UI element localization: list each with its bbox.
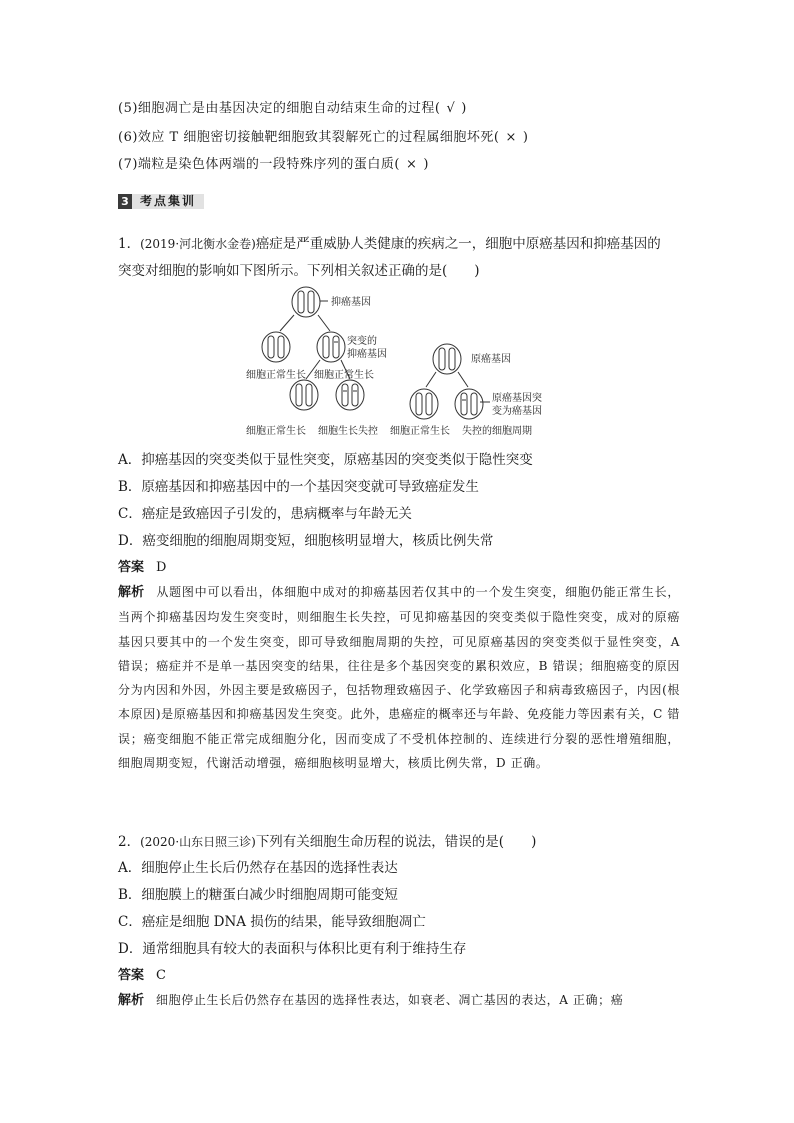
label-normal: 细胞正常生长 [314, 370, 374, 381]
judgment-text: (7)端粒是染色体两端的一段特殊序列的蛋白质( [118, 157, 400, 172]
option-c: C．癌症是细胞 DNA 损伤的结果，能导致细胞凋亡 [118, 914, 426, 930]
cell-uncontrolled [336, 380, 364, 410]
judgment-item [118, 153, 429, 172]
cell-normal-third [290, 380, 318, 410]
judgment-text: (5)细胞凋亡是由基因决定的细胞自动结束生命的过程( [118, 101, 441, 116]
question-text: 下列有关细胞生命历程的说法，错误的是( ) [255, 834, 537, 850]
label-proto-mutant: 原癌基因突 [492, 393, 542, 404]
explanation-label: 解析 [118, 585, 145, 600]
option-c: C．癌症是致癌因子引发的，患病概率与年龄无关 [118, 506, 412, 522]
section-number: 3 [118, 194, 132, 209]
question-stem [118, 830, 536, 850]
judgment-item [118, 126, 528, 145]
explanation-label: 解析 [118, 993, 145, 1008]
paren-close: ) [423, 157, 429, 172]
label-mutant-suppressor: 抑癌基因 [347, 349, 387, 360]
paren-close: ) [522, 130, 529, 145]
label-mutant-suppressor: 突变的 [347, 336, 377, 347]
question-source: (2019·河北衡水金卷) [140, 237, 256, 251]
answer-label: 答案 [118, 968, 145, 983]
explanation [118, 580, 680, 775]
cross-mark: × [505, 130, 517, 145]
question-stem-continued: 突变对细胞的影响如下图所示。下列相关叙述正确的是( ) [118, 263, 480, 279]
option-d: D．通常细胞具有较大的表面积与体积比更有利于维持生存 [118, 941, 467, 957]
label-cycle-lost: 失控的细胞周期 [462, 426, 532, 437]
section-title: 考点集训 [132, 194, 204, 209]
option-b: B．原癌基因和抑癌基因中的一个基因突变就可导致癌症发生 [118, 479, 479, 495]
cell-normal-left [262, 332, 290, 362]
answer-line [118, 556, 166, 575]
explanation-text: 从题图中可以看出，体细胞中成对的抑癌基因若仅其中的一个发生突变，细胞仍能正常生长，当两个抑癌基因均发生突变时，则细胞生长失控，可见抑癌基因的突变类似于隐性突变，成对的原癌基因只要其中的一个发生突变，即可导致细胞周期的失控，可见原癌基因的突变类似于显性突变，A 错误；癌症并不是单一基因突变的结果，往往是多个基因突变的累积效应，B 错误；细胞癌变的原因分为内因和外因，外因主要是致癌因子，包括物理致癌因子、化学致癌因子和病毒致癌因子，内因(根本原因)是原癌基因和抑癌基因发生突变。此外，患癌症的概率还与年龄、免疫能力等因素有关，C 错误；癌变细胞不能正常完成细胞分化，因而变成了不受机体控制的、连续进行分裂的恶性增殖细胞，细胞周期变短，代谢活动增强，癌细胞核明显增大，核质比例失常，D 正确。 [118, 585, 680, 771]
option-b: B．细胞膜上的糖蛋白减少时细胞周期可能变短 [118, 887, 398, 903]
answer-label: 答案 [118, 560, 145, 575]
label-proto-mutant: 变为癌基因 [492, 406, 542, 417]
cell-suppressor-top [292, 287, 320, 317]
label-suppressor: 抑癌基因 [331, 297, 371, 308]
question-stem [118, 232, 661, 252]
cell-mutation-diagram [240, 284, 570, 444]
label-uncontrolled: 细胞生长失控 [318, 426, 378, 437]
explanation [118, 988, 680, 1013]
label-normal: 细胞正常生长 [246, 370, 306, 381]
cell-proto-top [433, 344, 461, 374]
question-source: (2020·山东日照三诊) [140, 835, 256, 849]
option-a: A．细胞停止生长后仍然存在基因的选择性表达 [118, 860, 398, 876]
cell-proto-mutant [455, 389, 483, 419]
label-normal: 细胞正常生长 [246, 426, 306, 437]
answer-value: C [156, 968, 166, 983]
option-d: D．癌变细胞的细胞周期变短，细胞核明显增大，核质比例失常 [118, 533, 494, 549]
section-header [118, 194, 204, 209]
judgment-item [118, 97, 467, 116]
answer-line [118, 964, 166, 983]
label-normal: 细胞正常生长 [390, 426, 450, 437]
question-number: 2． [118, 834, 141, 850]
question-text: 癌症是严重威胁人类健康的疾病之一，细胞中原癌基因和抑癌基因的 [255, 236, 661, 252]
question-number: 1． [118, 236, 141, 252]
cell-one-mutant [317, 332, 345, 362]
answer-value: D [156, 560, 167, 575]
cross-mark: × [406, 157, 418, 172]
label-proto: 原癌基因 [471, 354, 511, 365]
explanation-text: 细胞停止生长后仍然存在基因的选择性表达，如衰老、凋亡基因的表达，A 正确；癌 [156, 993, 624, 1007]
judgment-text: (6)效应 T 细胞密切接触靶细胞致其裂解死亡的过程属细胞坏死( [118, 130, 500, 145]
paren-close: ) [461, 101, 467, 116]
cell-proto-normal [410, 389, 438, 419]
option-a: A．抑癌基因的突变类似于显性突变，原癌基因的突变类似于隐性突变 [118, 452, 533, 468]
check-mark: √ [446, 101, 456, 116]
